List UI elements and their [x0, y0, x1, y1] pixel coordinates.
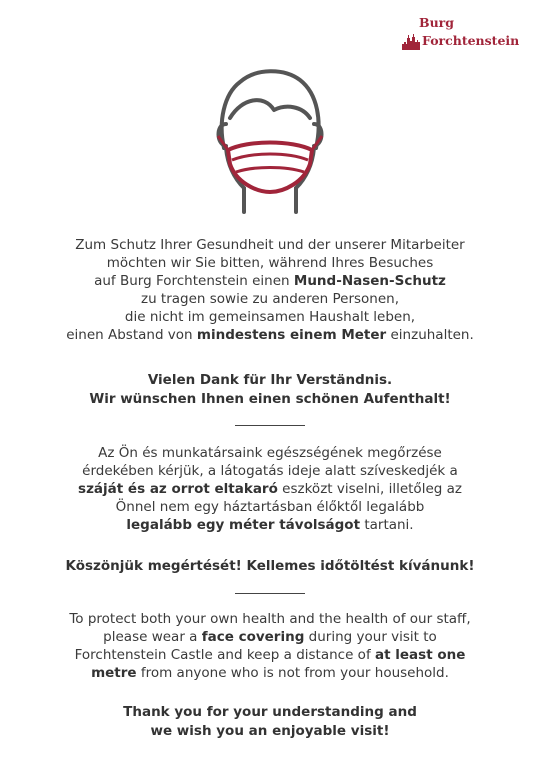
divider — [235, 593, 305, 594]
english-closing-line-2: we wish you an enjoyable visit! — [150, 723, 390, 739]
english-line-4: metre from anyone who is not from your household. — [91, 665, 449, 681]
hungarian-closing — [0, 557, 540, 576]
english-paragraph — [0, 610, 540, 682]
german-line-1: Zum Schutz Ihrer Gesundheit und der unserer Mitarbeiter — [75, 237, 465, 253]
german-emphasis-mask: Mund-Nasen-Schutz — [293, 273, 446, 289]
divider — [235, 425, 305, 426]
hungarian-closing-line: Köszönjük megértését! Kellemes időtöltést kívánunk! — [65, 558, 475, 574]
english-closing — [0, 703, 540, 741]
german-line-4: zu tragen sowie zu anderen Personen, — [140, 291, 400, 307]
hungarian-line-2: érdekében kérjük, a látogatás ideje alatt szíveskedjék a — [82, 463, 458, 479]
german-closing-line-2: Wir wünschen Ihnen einen schönen Aufenthalt! — [89, 391, 451, 407]
german-emphasis-distance: mindestens einem Meter — [196, 327, 387, 343]
german-line-5: die nicht im gemeinsamen Haushalt leben, — [124, 309, 416, 325]
german-closing-line-1: Vielen Dank für Ihr Verständnis. — [147, 372, 393, 388]
logo-text-forchtenstein: Forchtenstein — [422, 33, 520, 48]
hungarian-line-1: Az Ön és munkatársaink egészségének megőrzése — [98, 445, 442, 461]
english-emphasis-distance: at least one — [375, 647, 466, 663]
english-emphasis-metre: metre — [91, 665, 137, 681]
hungarian-line-3: száját és az orrot eltakaró eszközt viselni, illetőleg az — [78, 481, 462, 497]
german-line-2: möchten wir Sie bitten, während Ihres Besuches — [106, 255, 434, 271]
castle-logo — [402, 15, 528, 55]
english-line-1: To protect both your own health and the health of our staff, — [69, 611, 471, 627]
english-closing-line-1: Thank you for your understanding and — [123, 704, 417, 720]
german-closing — [0, 371, 540, 409]
german-line-3: auf Burg Forchtenstein einen Mund-Nasen-Schutz — [94, 273, 446, 289]
hungarian-emphasis-mask: száját és az orrot eltakaró — [78, 481, 278, 497]
english-line-2: please wear a face covering during your visit to — [103, 629, 437, 645]
logo-text-burg: Burg — [419, 15, 454, 30]
hungarian-emphasis-distance: legalább egy méter távolságot — [126, 517, 361, 533]
hungarian-paragraph — [0, 444, 540, 534]
hungarian-line-5: legalább egy méter távolságot tartani. — [126, 517, 414, 533]
castle-icon — [402, 32, 420, 50]
hungarian-line-4: Önnel nem egy háztartásban élőktől legalább — [115, 499, 425, 515]
face-mask-icon — [214, 64, 326, 216]
english-emphasis-covering: face covering — [201, 629, 305, 645]
german-line-6: einen Abstand von mindestens einem Meter einzuhalten. — [66, 327, 474, 343]
german-paragraph — [0, 236, 540, 344]
english-line-3: Forchtenstein Castle and keep a distance of at least one — [74, 647, 466, 663]
